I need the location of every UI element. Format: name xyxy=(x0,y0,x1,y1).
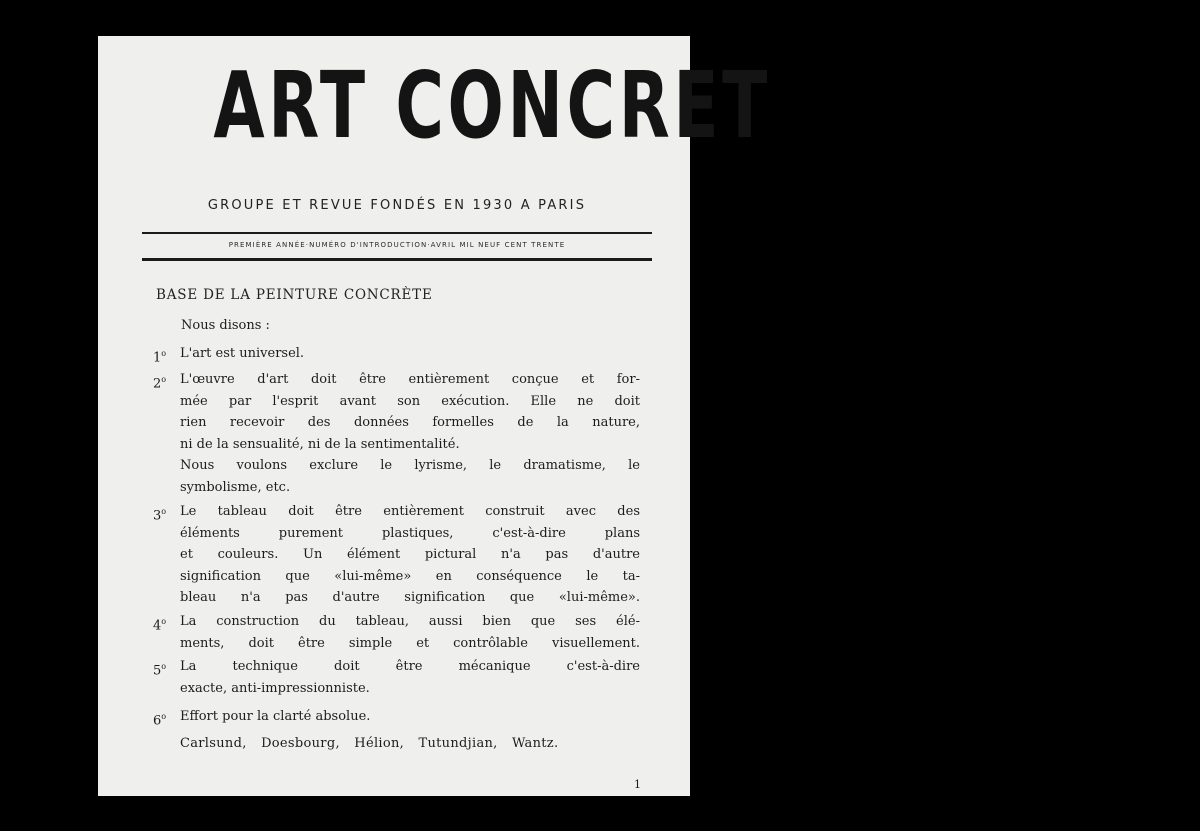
article-3 xyxy=(153,501,673,609)
article-line: mée par l'esprit avant son exécution. Elle ne doit xyxy=(180,393,640,409)
article-line: ments, doit être simple et contrôlable visuellement. xyxy=(180,635,640,651)
article-line: ni de la sensualité, ni de la sentimentalité. xyxy=(180,436,460,452)
article-line: Effort pour la clarté absolue. xyxy=(180,709,371,724)
article-line: bleau n'a pas d'autre signification que «lui-même». xyxy=(180,590,640,606)
article-line: symbolisme, etc. xyxy=(180,479,291,495)
issue-line: PREMIÈRE ANNÉE·NUMÉRO D'INTRODUCTION·AVRIL MIL NEUF CENT TRENTE xyxy=(228,241,566,249)
article-line: Nous voulons exclure le lyrisme, le dramatisme, le xyxy=(180,458,640,474)
article-line: et couleurs. Un élément pictural n'a pas d'autre xyxy=(180,547,640,563)
article-6 xyxy=(153,706,673,728)
manifesto-intro: Nous disons : xyxy=(181,318,270,333)
article-line: La construction du tableau, aussi bien que ses élé- xyxy=(180,614,640,629)
article-line: Le tableau doit être entièrement construit avec des xyxy=(180,504,640,519)
article-1 xyxy=(153,343,673,365)
article-line: éléments purement plastiques, c'est-à-dire plans xyxy=(180,525,640,541)
article-number: 3$^o$ xyxy=(153,507,167,524)
article-number: 5$^o$ xyxy=(153,662,167,679)
article-number: 4$^o$ xyxy=(153,617,167,634)
bottom-rule xyxy=(142,258,652,261)
article-line: signification que «lui-même» en conséquence le ta- xyxy=(180,568,640,584)
article-2 xyxy=(153,369,673,499)
article-4 xyxy=(153,611,673,654)
page-number: 1 xyxy=(634,778,641,791)
article-line: exacte, anti-impressionniste. xyxy=(180,680,370,696)
top-rule xyxy=(142,232,652,234)
document-page xyxy=(98,36,771,796)
article-line: rien recevoir des données formelles de la nature, xyxy=(180,415,640,431)
signatories: Carlsund, Doesbourg, Hélion, Tutundjian, Wantz. xyxy=(180,736,559,751)
article-number: 6$^o$ xyxy=(153,712,167,729)
article-number: 2$^o$ xyxy=(153,375,167,392)
article-line: L'art est universel. xyxy=(180,346,305,361)
article-line: L'œuvre d'art doit être entièrement conçue et for- xyxy=(180,372,640,387)
manifesto-heading: BASE DE LA PEINTURE CONCRÈTE xyxy=(156,287,433,303)
masthead-subtitle: GROUPE ET REVUE FONDÉS EN 1930 A PARIS xyxy=(207,198,587,213)
article-5 xyxy=(153,656,673,699)
masthead-title: ART CONCRET xyxy=(213,52,771,159)
article-number: 1$^o$ xyxy=(153,349,167,366)
article-line: La technique doit être mécanique c'est-à-dire xyxy=(180,659,640,674)
